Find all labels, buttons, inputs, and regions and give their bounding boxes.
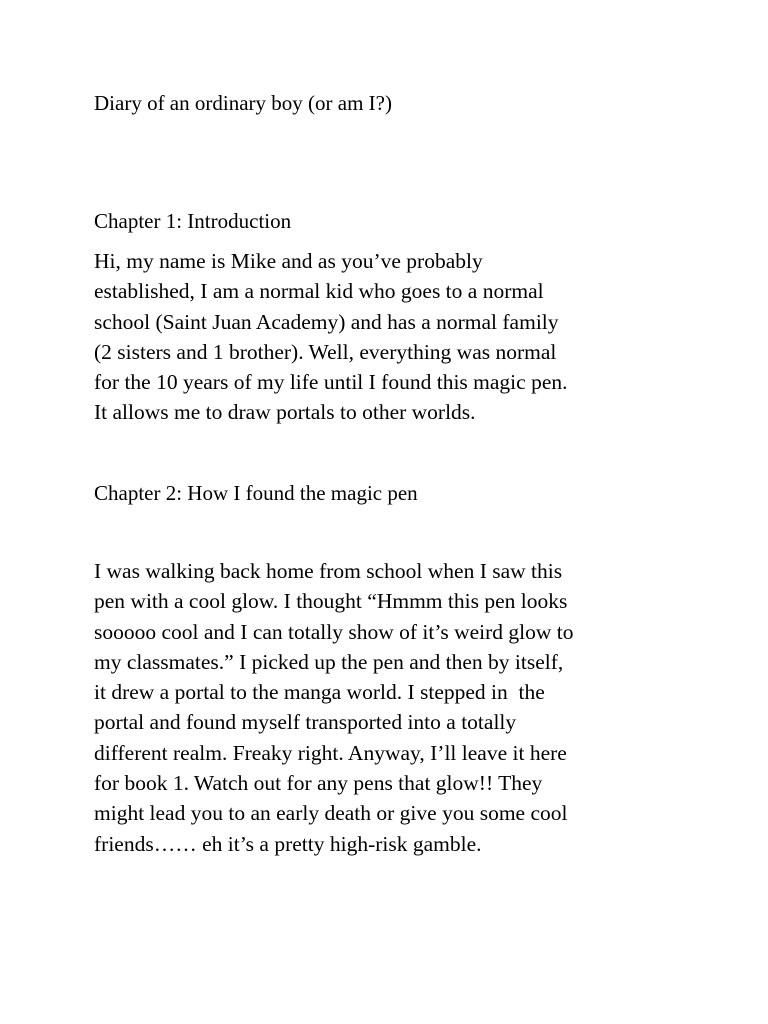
chapter-2-paragraph	[94, 556, 574, 859]
paragraph-line: my classmates.” I picked up the pen and then by itself,	[94, 649, 564, 674]
paragraph-line: It allows me to draw portals to other worlds.	[94, 400, 476, 425]
paragraph-line: sooooo cool and I can totally show of it’s weird glow to	[94, 619, 574, 644]
paragraph-line: friends…… eh it’s a pretty high-risk gamble.	[94, 831, 482, 856]
paragraph-line: for book 1. Watch out for any pens that glow!! They	[94, 771, 543, 796]
paragraph-line: school (Saint Juan Academy) and has a normal family	[94, 309, 559, 334]
paragraph-line: portal and found myself transported into a totally	[94, 710, 517, 735]
paragraph-line: I was walking back home from school when I saw this	[94, 559, 563, 583]
chapter-1-heading: Chapter 1: Introduction	[94, 209, 292, 233]
paragraph-line: pen with a cool glow. I thought “Hmmm this pen looks	[94, 589, 568, 614]
paragraph-line: it drew a portal to the manga world. I stepped in the	[94, 680, 545, 705]
paragraph-line: Hi, my name is Mike and as you’ve probably	[94, 249, 483, 273]
chapter-2-heading: Chapter 2: How I found the magic pen	[94, 481, 418, 505]
paragraph-line: established, I am a normal kid who goes to a normal	[94, 279, 544, 304]
chapter-1-paragraph	[94, 246, 567, 428]
document-title: Diary of an ordinary boy (or am I?)	[94, 91, 392, 115]
paragraph-line: might lead you to an early death or give you some cool	[94, 801, 568, 826]
paragraph-line: (2 sisters and 1 brother). Well, everything was normal	[94, 339, 557, 364]
paragraph-line: for the 10 years of my life until I found this magic pen.	[94, 370, 568, 395]
paragraph-line: different realm. Freaky right. Anyway, I’ll leave it here	[94, 740, 567, 765]
